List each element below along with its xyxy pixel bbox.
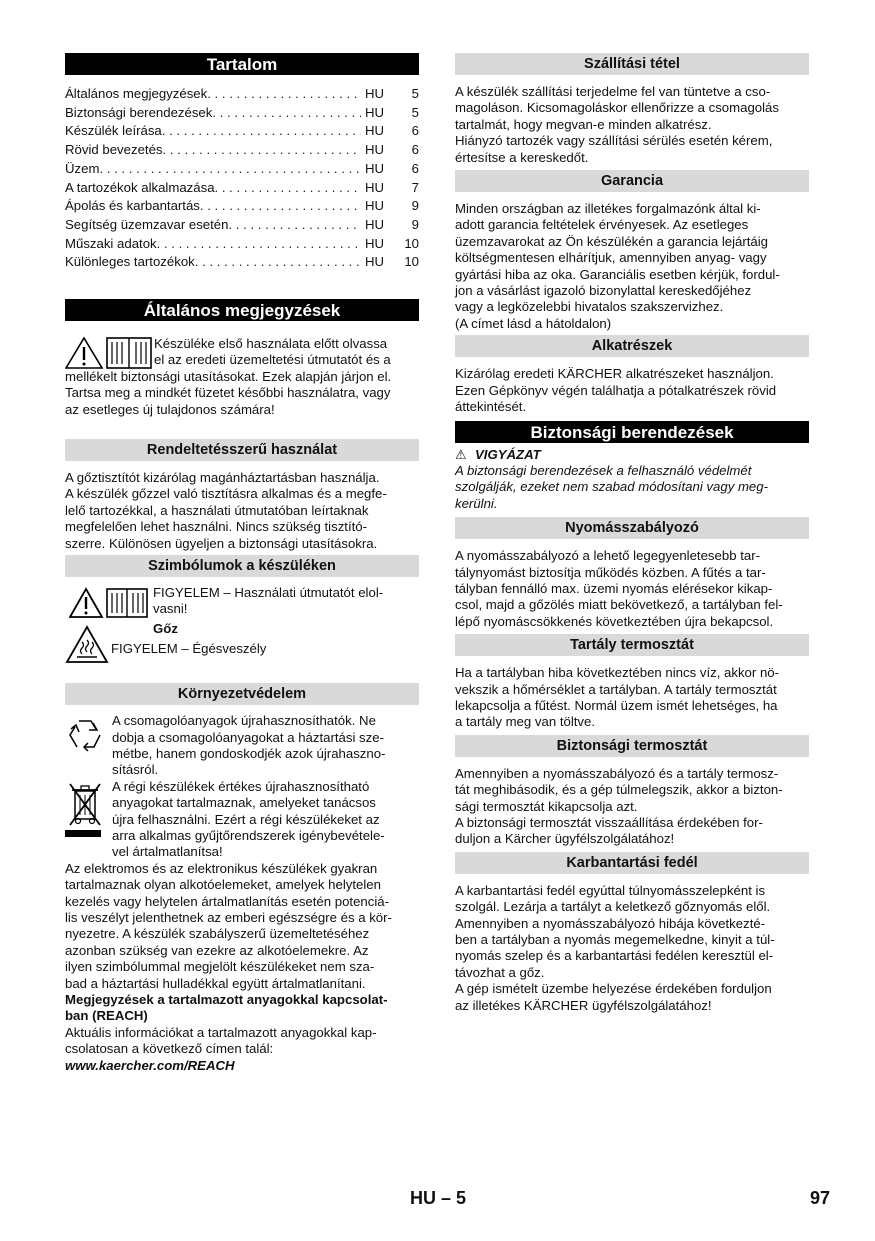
environment-title: Környezetvédelem xyxy=(65,683,419,705)
toc-entry-title: A tartozékok alkalmazása xyxy=(65,179,215,195)
left-column xyxy=(65,53,419,1074)
footer-page-number: 97 xyxy=(809,1188,830,1208)
intended-use-line: A gőztisztítót kizárólag magánháztartásban használja. xyxy=(65,470,380,486)
reach-line: csolatosan a következő címen talál: xyxy=(65,1041,274,1057)
tank-thermostat-section xyxy=(455,665,809,731)
symbol-burn-text: FIGYELEM – Égésveszély xyxy=(111,641,267,657)
symbol-steam-label: Gőz xyxy=(153,621,178,637)
recycle-line: dobja a csomagolóanyagokat a háztartási sze- xyxy=(112,729,384,745)
environment-line: bad a háztartási hulladékkal együtt ártalmatlanítani. xyxy=(65,975,366,991)
delivery-title: Szállítási tétel xyxy=(455,53,809,75)
toc-entry-lang: HU xyxy=(365,123,385,139)
safety-thermostat-line: A biztonsági termosztát visszaállítása érdekében for- xyxy=(455,815,763,830)
toc-entry-title: Biztonsági berendezések xyxy=(65,104,213,120)
toc-entry-title: Műszaki adatok xyxy=(65,235,157,251)
caution-heading xyxy=(455,447,809,463)
environment-line: nyezetre. A készülék szabályszerű üzemeltetéséhez xyxy=(65,926,370,942)
safety-thermostat-line: Amennyiben a nyomásszabályozó és a tartály termosz- xyxy=(455,765,779,781)
maintenance-cap-section xyxy=(455,883,809,1014)
tank-thermostat-title: Tartály termosztát xyxy=(455,634,809,656)
recycle-line: sításról. xyxy=(112,762,159,778)
weee-block xyxy=(65,779,419,861)
toc-leader xyxy=(215,179,361,198)
toc-entry-lang: HU xyxy=(365,198,385,214)
maintenance-line: nyomás szelep és a karbantartási fedélen keresztül el- xyxy=(455,948,774,964)
tank-thermostat-line: lekapcsolja a fűtést. Normál üzem ismét lehetséges, ha xyxy=(455,697,778,713)
weee-line: újra felhasználni. Ezért a régi készülékeket az xyxy=(112,811,380,827)
toc-entry-page: 6 xyxy=(411,123,419,139)
environment-line: tartalmaznak olyan alkotóelemeket, amelyek helytelen xyxy=(65,877,381,893)
reach-title-line: Megjegyzések a tartalmazott anyagokkal kapcsolat- xyxy=(65,992,388,1007)
toc-entry[interactable] xyxy=(65,197,419,216)
intended-use-line: megfelelően lehet használni. Nincs szükség tisztító- xyxy=(65,519,367,535)
toc-leader xyxy=(200,197,361,216)
safety-thermostat-section xyxy=(455,766,809,848)
toc-entry-title: Üzem xyxy=(65,160,100,176)
pressure-line: lépő nyomáscsökkenés következtében újra bekapcsol. xyxy=(455,613,774,629)
warranty-line: jon a vásárlást igazoló bizonylattal kereskedőjéhez xyxy=(455,283,752,299)
toc-leader xyxy=(212,104,361,123)
recycle-line: A csomagolóanyagok újrahasznosíthatók. Ne xyxy=(112,713,376,729)
tank-thermostat-line: vekszik a hőmérséklet a tartályban. A tartály termosztát xyxy=(455,681,777,697)
recycle-line: métbe, hanem gondoskodjék azok újrahaszno- xyxy=(112,745,386,761)
intended-use-line: szerre. Különösen ügyeljen a biztonsági utasításokra. xyxy=(65,535,378,551)
warranty-title: Garancia xyxy=(455,170,809,192)
symbols-title: Szimbólumok a készüléken xyxy=(65,555,419,577)
toc-entry[interactable] xyxy=(65,179,419,198)
delivery-line: A készülék szállítási terjedelme fel van tüntetve a cso- xyxy=(455,84,771,99)
maintenance-cap-title: Karbantartási fedél xyxy=(455,852,809,874)
safety-thermostat-line: tát meghibásodik, és a gép túlmelegszik, akkor a bizton- xyxy=(455,782,783,798)
toc-entry-page: 10 xyxy=(404,254,419,270)
maintenance-line: az illetékes KÄRCHER ügyfélszolgálatához! xyxy=(455,997,712,1013)
general-line: el az eredeti üzemeltetési útmutatót és a xyxy=(154,352,391,368)
warranty-line: üzemzavarokat az Ön készülékén a garancia lejártáig xyxy=(455,233,769,249)
environment-section xyxy=(65,713,419,1074)
general-line: mellékelt biztonsági utasításokat. Ezek alapján járjon el. xyxy=(65,368,392,384)
caution-icon: ⚠ xyxy=(455,446,467,462)
general-line: az esetleges új tulajdonos számára! xyxy=(65,401,275,417)
delivery-line: magoláson. Kicsomagoláskor ellenőrizze a csomagolás xyxy=(455,100,779,116)
reach-line: Aktuális információkat a tartalmazott anyagokkal kap- xyxy=(65,1024,377,1040)
crossed-bin-icon xyxy=(65,781,105,839)
toc-entry-page: 5 xyxy=(411,104,419,120)
toc-entry-title: Rövid bevezetés xyxy=(65,142,163,158)
caution-label: VIGYÁZAT xyxy=(475,446,541,462)
warranty-line: adott garancia feltételek érvényesek. Az esetleges xyxy=(455,217,749,233)
hot-surface-icon xyxy=(65,625,109,665)
toc-entry-lang: HU xyxy=(365,254,385,270)
toc-entry-title: Ápolás és karbantartás xyxy=(65,198,200,214)
pressure-line: tályban fennálló max. üzemi nyomás elérésekor kikap- xyxy=(455,580,773,596)
right-column xyxy=(455,53,809,1014)
toc-entry-page: 6 xyxy=(411,160,419,176)
toc-leader xyxy=(207,85,361,104)
symbol-warning-line: vasni! xyxy=(153,601,188,617)
maintenance-line: távozhat a gőz. xyxy=(455,964,545,980)
pressure-line: A nyomásszabályozó a lehető legegyenletesebb tar- xyxy=(455,548,760,564)
footer-section-number: HU – 5 xyxy=(410,1188,467,1208)
maintenance-line: szolgál. Lezárja a tartályt a keletkező gőznyomás elől. xyxy=(455,899,771,915)
intended-use-title: Rendeltetésszerű használat xyxy=(65,439,419,461)
reach-url-link[interactable]: www.kaercher.com/REACH xyxy=(65,1057,235,1073)
general-notes-title: Általános megjegyzések xyxy=(65,299,419,321)
environment-line: lis veszélyt jelenthetnek az emberi egészségre és a kör- xyxy=(65,909,392,925)
warning-manual-icon xyxy=(69,587,149,619)
toc-entry-lang: HU xyxy=(365,86,385,101)
toc-entry-page: 6 xyxy=(411,142,419,158)
toc-leader xyxy=(157,235,361,254)
toc-entry-page: 9 xyxy=(411,198,419,214)
caution-line: szolgálják, ezeket nem szabad módosítani vagy meg- xyxy=(455,479,768,495)
pressure-regulator-section xyxy=(455,548,809,630)
toc-leader xyxy=(195,253,361,272)
toc-entry-title: Segítség üzemzavar esetén xyxy=(65,216,229,232)
warranty-line: vagy a legközelebbi hivatalos szakszervizhez. xyxy=(455,299,724,315)
parts-line: áttekintését. xyxy=(455,399,527,415)
environment-line: azonban szükség van ezekre az alkotóelemekre. Az xyxy=(65,942,369,958)
toc-entry[interactable] xyxy=(65,122,419,141)
pressure-regulator-title: Nyomásszabályozó xyxy=(455,517,809,539)
warranty-line: (A címet lásd a hátoldalon) xyxy=(455,315,612,331)
parts-section xyxy=(455,366,809,415)
general-notes-section xyxy=(65,336,419,418)
warranty-line: Minden országban az illetékes forgalmazónk által ki- xyxy=(455,201,761,217)
toc-entry-page: 7 xyxy=(411,179,419,195)
intended-use-line: lelő tartozékkal, a használati útmutatóban leírtaknak xyxy=(65,502,369,518)
toc-title: Tartalom xyxy=(65,53,419,75)
tank-thermostat-line: a tartály meg van töltve. xyxy=(455,714,596,730)
safety-thermostat-line: duljon a Kärcher ügyfélszolgálatához! xyxy=(455,831,675,847)
toc-entry[interactable] xyxy=(65,235,419,254)
safety-thermostat-title: Biztonsági termosztát xyxy=(455,735,809,757)
delivery-line: Hiányzó tartozék vagy szállítási sérülés esetén kérem, xyxy=(455,133,773,149)
toc-entry-title: Készülék leírása xyxy=(65,123,162,139)
warranty-line: gyártási hiba az oka. Garanciális esetben kérjük, fordul- xyxy=(455,266,780,282)
toc-entry[interactable] xyxy=(65,141,419,160)
toc-entry-lang: HU xyxy=(365,216,385,232)
environment-line: kezelés vagy helytelen ártalmatlanítás esetén potenciá- xyxy=(65,893,390,909)
parts-title: Alkatrészek xyxy=(455,335,809,357)
weee-line: vel ártalmatlanítsa! xyxy=(112,844,223,860)
safety-thermostat-line: sági termosztát kikapcsolja azt. xyxy=(455,798,638,814)
toc-leader xyxy=(99,160,361,179)
general-line: Készüléke első használata előtt olvassa xyxy=(154,336,388,352)
toc-leader xyxy=(228,216,361,235)
maintenance-line: A gép ismételt üzembe helyezése érdekében forduljon xyxy=(455,981,772,997)
weee-line: anyagokat tartalmaznak, amelyeket tanácsos xyxy=(112,795,376,811)
symbols-section xyxy=(65,585,419,669)
toc-entry-lang: HU xyxy=(365,179,385,195)
weee-line: A régi készülékek értékes újrahasznosítható xyxy=(112,778,370,794)
warranty-line: költségmentesen elhárítjuk, amennyiben anyag- vagy xyxy=(455,250,767,266)
toc-entry[interactable] xyxy=(65,104,419,123)
toc-entry-title: Általános megjegyzések xyxy=(65,86,208,101)
toc-leader xyxy=(163,141,362,160)
toc-entry-lang: HU xyxy=(365,104,385,120)
caution-line: A biztonsági berendezések a felhasználó védelmét xyxy=(455,462,752,478)
pressure-line: csol, majd a gőzölés miatt bekövetkező, a tartályban fel- xyxy=(455,597,783,613)
maintenance-line: A karbantartási fedél egyúttal túlnyomásszelepként is xyxy=(455,882,766,898)
toc-entry[interactable] xyxy=(65,216,419,235)
environment-line: Az elektromos és az elektronikus készülékek gyakran xyxy=(65,860,378,876)
delivery-line: tartalmát, hogy megvan-e minden alkatrész. xyxy=(455,116,712,132)
toc-leader xyxy=(162,122,361,141)
symbol-warning-line: FIGYELEM – Használati útmutatót elol- xyxy=(153,585,384,601)
toc-entry-lang: HU xyxy=(365,235,385,251)
table-of-contents xyxy=(65,85,419,272)
maintenance-line: ben a tartályban a nyomás megemelkedne, kinyit a túl- xyxy=(455,932,775,948)
toc-entry[interactable] xyxy=(65,85,419,104)
parts-line: Ezen Gépkönyv végén találhatja a pótalkatrészek rövid xyxy=(455,382,777,398)
toc-entry-page: 10 xyxy=(404,235,419,251)
general-line: Tartsa meg a mindkét füzetet későbbi használatra, vagy xyxy=(65,385,391,401)
intended-use-section xyxy=(65,470,419,552)
delivery-line: értesítse a kereskedőt. xyxy=(455,149,589,165)
toc-entry[interactable] xyxy=(65,253,419,272)
weee-line: arra alkalmas gyűjtőrendszerek igénybevétele- xyxy=(112,827,385,843)
maintenance-line: Amennyiben a nyomásszabályozó hibája következté- xyxy=(455,915,766,931)
recycle-icon xyxy=(65,715,105,755)
safety-devices-title: Biztonsági berendezések xyxy=(455,421,809,443)
intended-use-line: A készülék gőzzel való tisztításra alkalmas és a megfe- xyxy=(65,486,387,502)
reach-title-line: ban (REACH) xyxy=(65,1008,148,1024)
toc-entry-title: Különleges tartozékok xyxy=(65,254,195,270)
toc-entry-page: 9 xyxy=(411,216,419,232)
toc-entry-lang: HU xyxy=(365,142,385,158)
delivery-section xyxy=(455,84,809,166)
warning-manual-icon xyxy=(65,336,155,370)
parts-line: Kizárólag eredeti KÄRCHER alkatrészeket használjon. xyxy=(455,366,774,382)
toc-entry-lang: HU xyxy=(365,160,385,176)
pressure-line: tálynyomást biztosítja működés közben. A fűtés a tar- xyxy=(455,564,766,580)
toc-entry[interactable] xyxy=(65,160,419,179)
safety-caution-section xyxy=(455,447,809,513)
tank-thermostat-line: Ha a tartályban hiba következtében nincs víz, akkor nö- xyxy=(455,665,780,681)
warranty-section xyxy=(455,201,809,332)
caution-line: kerülni. xyxy=(455,495,498,511)
environment-line: ilyen szimbólummal megjelölt készülékeket nem sza- xyxy=(65,959,375,975)
toc-entry-page: 5 xyxy=(411,86,419,101)
